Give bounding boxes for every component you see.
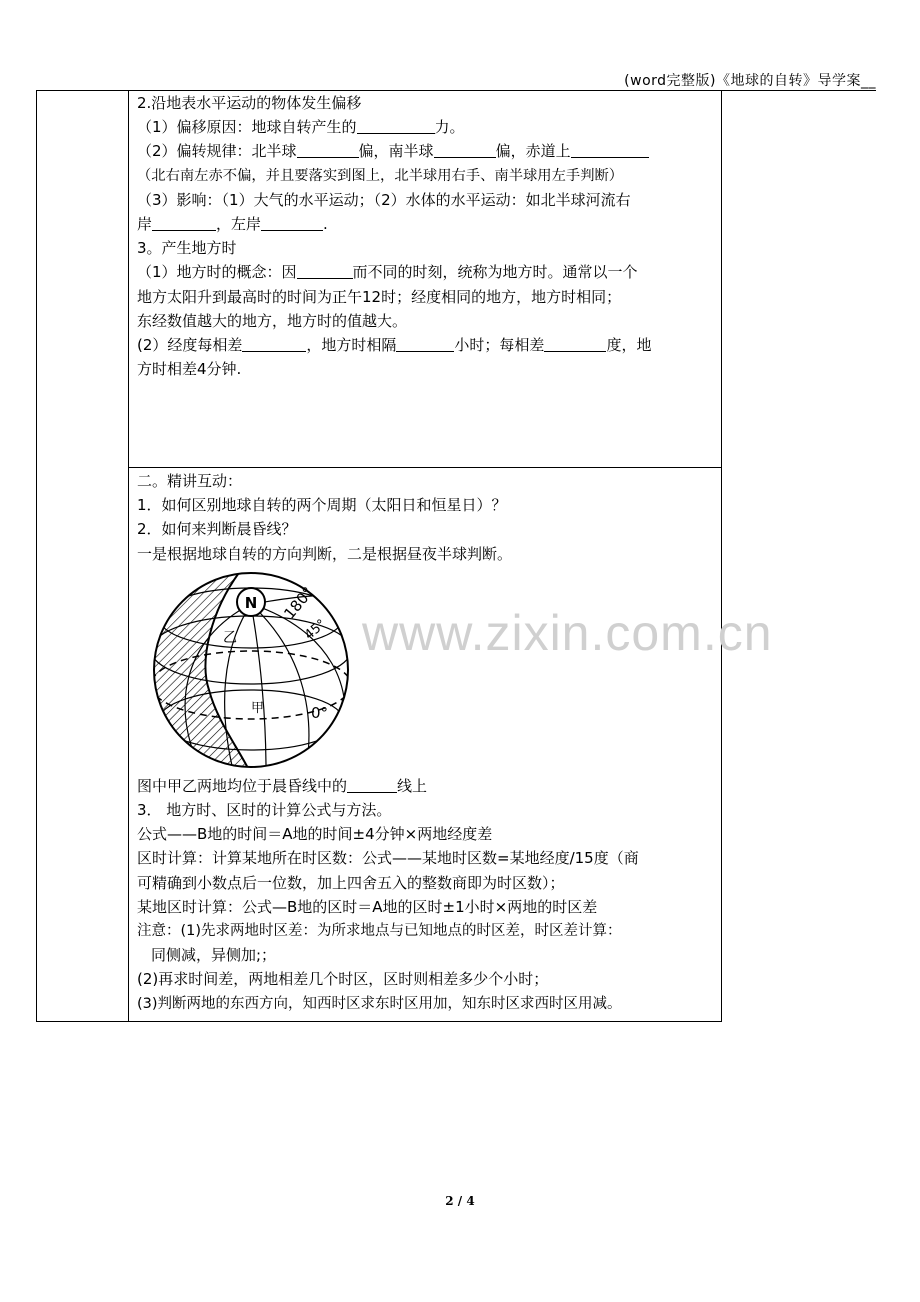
line: 同侧减，异侧加;； <box>151 946 277 965</box>
watermark: www.zixin.com.cn <box>362 605 773 661</box>
line: （1）地方时的概念：因 而不同的时刻，统称为地方时。通常以一个 <box>137 263 638 282</box>
row-divider <box>128 467 721 468</box>
line: （北右南左赤不偏，并且要落实到图上，北半球用右手、南半球用左手判断） <box>137 167 624 184</box>
line: 东经数值越大的地方，地方时的值越大。 <box>137 311 408 330</box>
line: 图中甲乙两地均位于晨昏线中的 线上 <box>137 776 428 795</box>
longitude-0-label: 0° <box>311 703 329 722</box>
line: (3)判断两地的东西方向，知西时区求东时区用加，知东时区求西时区用减。 <box>137 995 622 1012</box>
line: 二。精讲互动： <box>137 472 243 490</box>
line: 3。产生地方时 <box>137 239 237 258</box>
fill-blank[interactable] <box>544 335 606 352</box>
fill-blank[interactable] <box>571 141 649 158</box>
globe-terminator-diagram <box>141 570 361 770</box>
line: 某地区时计算：公式—B地的区时＝A地的区时±1小时×两地的时区差 <box>137 897 598 916</box>
fill-blank[interactable] <box>297 262 353 279</box>
fill-blank[interactable] <box>152 214 216 231</box>
longitude-180-label: 180° <box>280 583 318 623</box>
page-number: 2 / 4 <box>445 1194 475 1208</box>
fill-blank[interactable] <box>347 776 397 793</box>
fill-blank[interactable] <box>261 214 323 231</box>
point-yi-label: 乙 <box>223 629 237 646</box>
line: 区时计算：计算某地所在时区数：公式——某地时区数=某地经度/15度（商 <box>137 849 639 868</box>
fill-blank[interactable] <box>434 141 496 158</box>
line: (2）经度每相差 ，地方时相隔 小时；每相差 度，地 <box>137 336 652 355</box>
line: 方时相差4分钟. <box>137 360 242 379</box>
line: 1．如何区别地球自转的两个周期（太阳日和恒星日）？ <box>137 496 507 515</box>
fill-blank[interactable] <box>396 335 454 352</box>
fill-blank[interactable] <box>242 335 306 352</box>
line: (2)再求时间差，两地相差几个时区，区时则相差多少个小时； <box>137 970 549 989</box>
line: 可精确到小数点后一位数，加上四舍五入的整数商即为时区数）； <box>137 873 565 892</box>
point-jia-label: 甲 <box>251 700 265 716</box>
longitude-45-label: 45° <box>301 616 330 643</box>
line: 3． 地方时、区时的计算公式与方法。 <box>137 801 392 820</box>
document-header: (word完整版)《地球的自转》导学案__ <box>624 73 876 89</box>
line: 地方太阳升到最高时的时间为正午12时；经度相同的地方，地方时相同； <box>137 287 622 306</box>
north-label: N <box>244 593 258 612</box>
line: 2.沿地表水平运动的物体发生偏移 <box>137 94 362 112</box>
line: 一是根据地球自转的方向判断，二是根据昼夜半球判断。 <box>137 544 513 563</box>
worksheet-table <box>36 90 722 1022</box>
line: 岸 ，左岸 . <box>137 215 328 234</box>
line: （2）偏转规律：北半球 偏，南半球 偏，赤道上 <box>137 139 715 163</box>
line: （3）影响：（1）大气的水平运动；（2）水体的水平运动：如北半球河流右 <box>137 190 631 209</box>
line: 2．如何来判断晨昏线？ <box>137 520 297 539</box>
fill-blank[interactable] <box>357 117 435 134</box>
column-divider <box>128 91 129 1021</box>
fill-blank[interactable] <box>297 141 359 158</box>
line: （1）偏移原因：地球自转产生的 力。 <box>137 118 465 137</box>
section-self-study <box>137 91 715 381</box>
line: 注意：(1)先求两地时区差：为所求地点与已知地点的时区差，时区差计算： <box>137 923 622 940</box>
section-interactive <box>137 469 715 1016</box>
line: 公式——B地的时间＝A地的时间±4分钟×两地经度差 <box>137 825 493 844</box>
